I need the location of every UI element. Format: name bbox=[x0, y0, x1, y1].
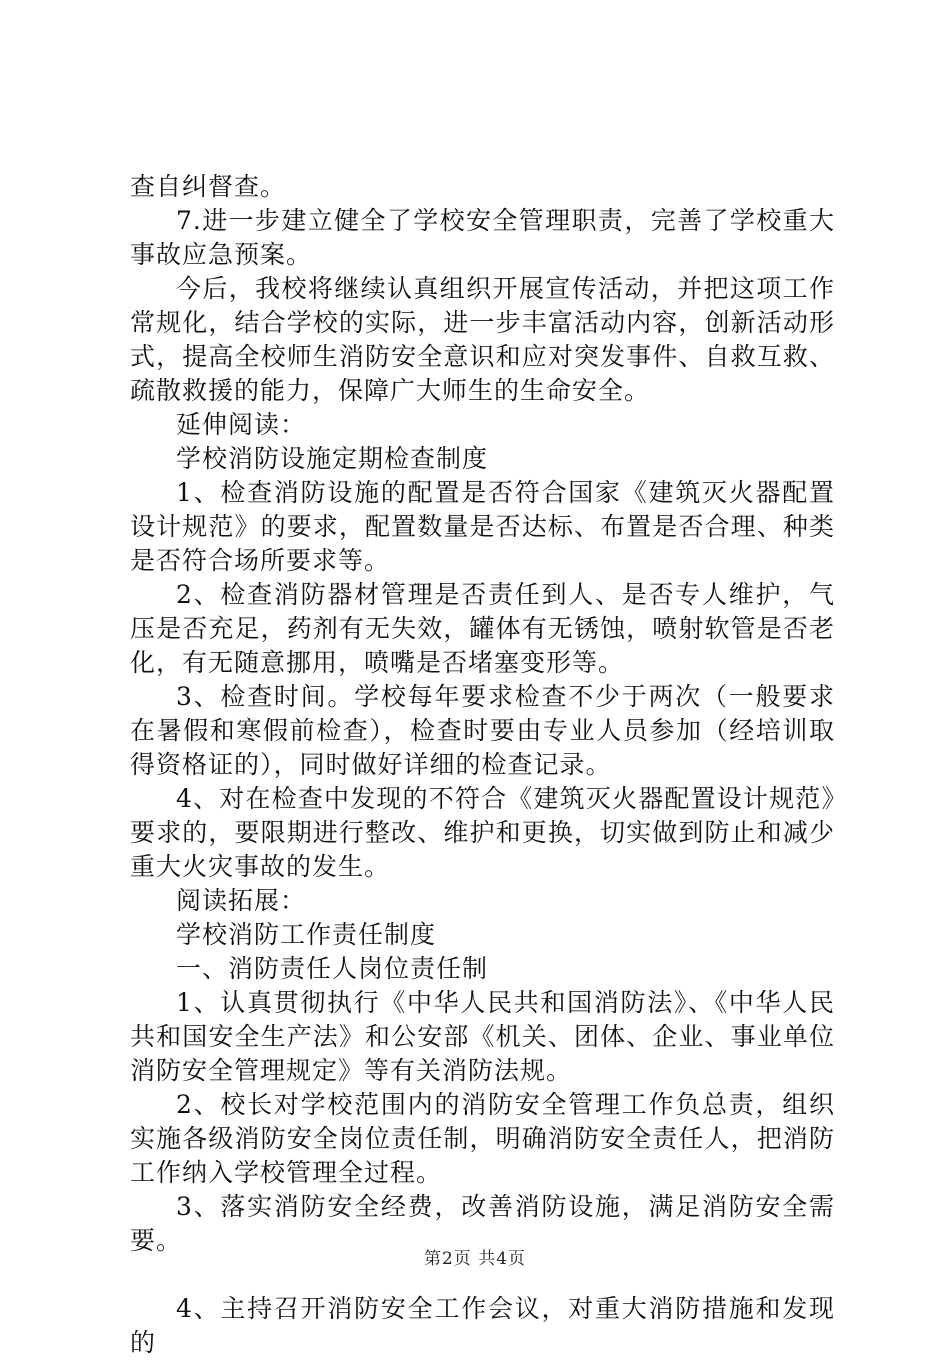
section-heading-extended-reading: 延伸阅读： bbox=[176, 410, 307, 439]
document-body bbox=[130, 170, 835, 1360]
inspection-item-3: 3、检查时间。学校每年要求检查不少于两次（一般要求在暑假和寒假前检查），检查时要由专业人员参加（经培训取得资格证的），同时做好详细的检查记录。 bbox=[130, 682, 835, 779]
section-title-inspection-system: 学校消防设施定期检查制度 bbox=[176, 444, 489, 473]
paragraph-conclusion: 今后，我校将继续认真组织开展宣传活动，并把这项工作常规化，结合学校的实际，进一步丰富活动内容，创新活动形式，提高全校师生消防安全意识和应对突发事件、自救互救、疏散救援的能力，保障广大师生的生命安全。 bbox=[130, 274, 835, 405]
section-heading-reading-expansion: 阅读拓展： bbox=[176, 886, 307, 915]
paragraph-item-7: 7.进一步建立健全了学校安全管理职责，完善了学校重大事故应急预案。 bbox=[130, 206, 835, 269]
responsibility-item-3: 3、落实消防安全经费，改善消防设施，满足消防安全需要。 bbox=[130, 1192, 835, 1255]
subsection-title-position-responsibility: 一、消防责任人岗位责任制 bbox=[176, 954, 489, 983]
inspection-item-1: 1、检查消防设施的配置是否符合国家《建筑灭火器配置设计规范》的要求，配置数量是否达标、布置是否合理、种类是否符合场所要求等。 bbox=[130, 478, 835, 575]
page-footer: 第2页 共4页 bbox=[423, 1249, 527, 1269]
responsibility-item-4: 4、主持召开消防安全工作会议，对重大消防措施和发现的 bbox=[130, 1294, 835, 1357]
paragraph-continuation: 查自纠督查。 bbox=[130, 172, 287, 201]
inspection-item-2: 2、检查消防器材管理是否责任到人、是否专人维护，气压是否充足，药剂有无失效，罐体有无锈蚀，喷射软管是否老化，有无随意挪用，喷嘴是否堵塞变形等。 bbox=[130, 580, 835, 677]
responsibility-item-1: 1、认真贯彻执行《中华人民共和国消防法》、《中华人民共和国安全生产法》和公安部《机关、团体、企业、事业单位消防安全管理规定》等有关消防法规。 bbox=[130, 988, 835, 1085]
responsibility-item-2: 2、校长对学校范围内的消防安全管理工作负总责，组织实施各级消防安全岗位责任制，明确消防安全责任人，把消防工作纳入学校管理全过程。 bbox=[130, 1090, 835, 1187]
inspection-item-4: 4、对在检查中发现的不符合《建筑灭火器配置设计规范》要求的，要限期进行整改、维护和更换，切实做到防止和减少重大火灾事故的发生。 bbox=[130, 784, 835, 881]
section-title-responsibility-system: 学校消防工作责任制度 bbox=[176, 920, 437, 949]
